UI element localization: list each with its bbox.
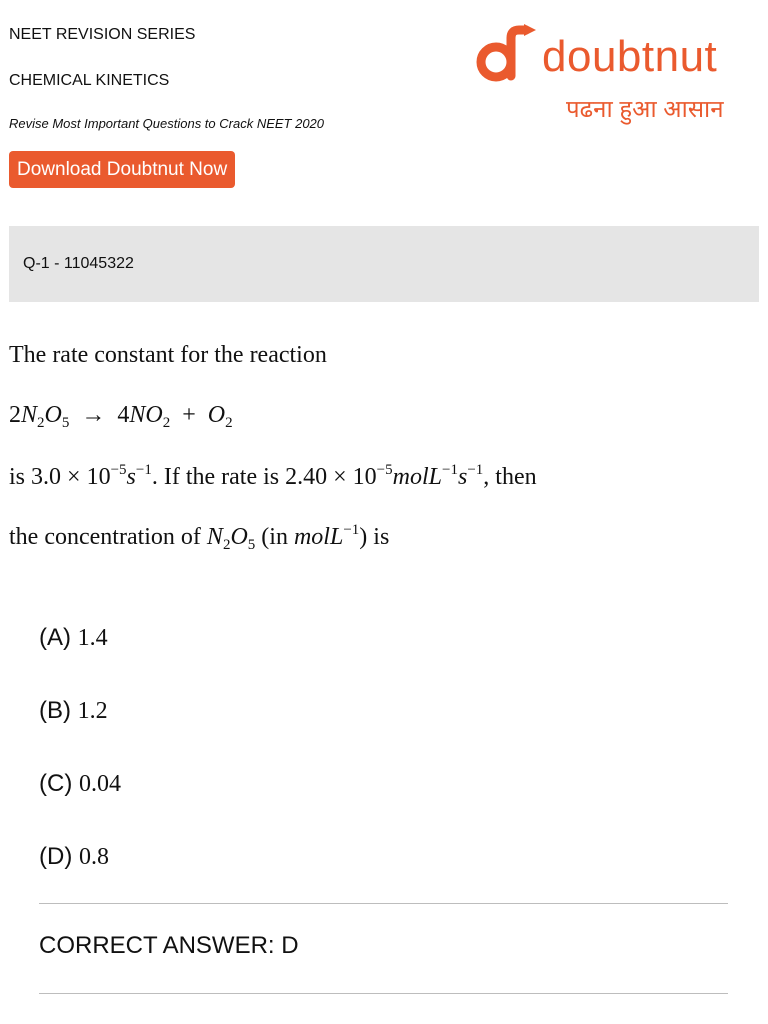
option-a[interactable]: (A) 1.4 <box>39 624 108 651</box>
divider <box>39 903 728 904</box>
question-line-4: the concentration of $N_2O_5$ (in molL$^{-1}$) is <box>9 522 390 553</box>
chapter-title: CHEMICAL KINETICS <box>9 72 170 89</box>
tagline: Revise Most Important Questions to Crack NEET 2020 <box>9 116 325 131</box>
question-line-3: is $3.0 \times 10^{-5}s^{-1}$. If the rate is $2.40 \times 10^{-5}molL^{-1}s^{-1}$, then <box>9 462 537 490</box>
question-header-bar <box>9 226 759 302</box>
series-title: NEET REVISION SERIES <box>9 26 196 43</box>
question-id: Q-1 - 11045322 <box>23 255 134 272</box>
logo-wordmark: doubtnut <box>542 32 718 81</box>
doubtnut-logo[interactable] <box>474 24 764 124</box>
reaction-equation: $2N_2O_5 \to 4NO_2 + O_2$ <box>9 402 233 431</box>
question-line-1: The rate constant for the reaction <box>9 342 327 368</box>
option-b[interactable]: (B) 1.2 <box>39 697 108 724</box>
option-d[interactable]: (D) 0.8 <box>39 843 109 870</box>
option-c[interactable]: (C) 0.04 <box>39 770 121 797</box>
divider <box>39 993 728 994</box>
logo-hindi-tagline: पढना हुआ आसान <box>566 96 724 123</box>
doubtnut-logo-icon <box>474 24 544 88</box>
download-button[interactable]: Download Doubtnut Now <box>9 151 235 188</box>
correct-answer: CORRECT ANSWER: D <box>39 932 299 959</box>
